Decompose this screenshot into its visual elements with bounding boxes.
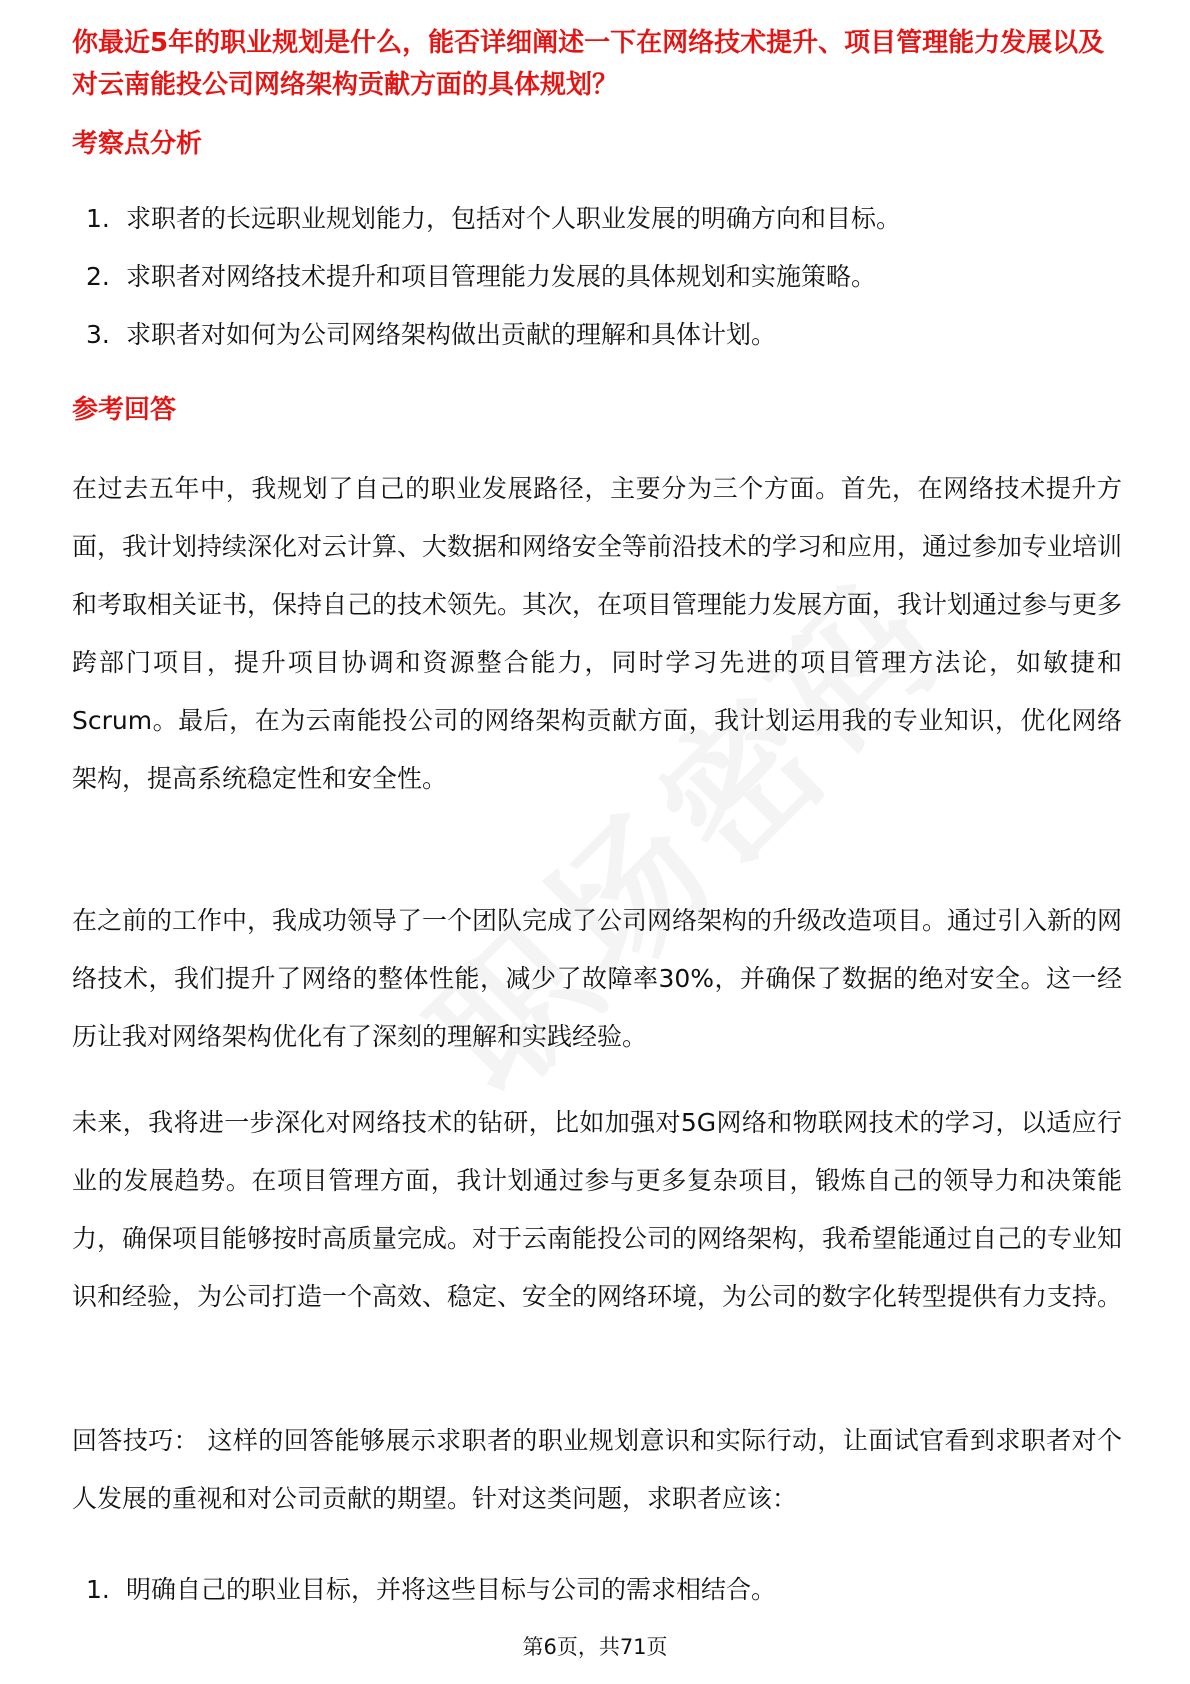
- answer-paragraph: 在之前的工作中，我成功领导了一个团队完成了公司网络架构的升级改造项目。通过引入新的网络技术，我们提升了网络的整体性能，减少了故障率30%，并确保了数据的绝对安全。这一经历让我对网络架构优化有了深刻的理解和实践经验。: [72, 906, 1123, 1051]
- list-item-text: 明确自己的职业目标，并将这些目标与公司的需求相结合。: [126, 1575, 777, 1604]
- question-text: 你最近5年的职业规划是什么，能否详细阐述一下在网络技术提升、项目管理能力发展以及对云南能投公司网络架构贡献方面的具体规划？: [72, 28, 1105, 100]
- list-item: [72, 306, 1122, 364]
- list-item: [72, 248, 1122, 306]
- list-item-number: 2.: [86, 262, 110, 291]
- list-item-number: 3.: [86, 320, 110, 349]
- analysis-list: [72, 190, 1122, 364]
- page-footer: 第6页，共71页: [522, 1635, 668, 1659]
- tips-paragraph: 回答技巧： 这样的回答能够展示求职者的职业规划意识和实际行动，让面试官看到求职者对个人发展的重视和对公司贡献的期望。针对这类问题，求职者应该：: [72, 1426, 1122, 1513]
- list-item-text: 求职者对网络技术提升和项目管理能力发展的具体规划和实施策略。: [126, 262, 877, 291]
- tips-list: [72, 1561, 1122, 1619]
- list-item: [72, 190, 1122, 248]
- list-item-number: 1.: [86, 1575, 110, 1604]
- answer-heading: 参考回答: [72, 395, 177, 425]
- list-item-number: 1.: [86, 204, 110, 233]
- list-item: [72, 1561, 1122, 1619]
- list-item-text: 求职者的长远职业规划能力，包括对个人职业发展的明确方向和目标。: [126, 204, 902, 233]
- answer-paragraph: 未来，我将进一步深化对网络技术的钻研，比如加强对5G网络和物联网技术的学习，以适应行业的发展趋势。在项目管理方面，我计划通过参与更多复杂项目，锻炼自己的领导力和决策能力，确保项目能够按时高质量完成。对于云南能投公司的网络架构，我希望能通过自己的专业知识和经验，为公司打造一个高效、稳定、安全的网络环境，为公司的数字化转型提供有力支持。: [72, 1108, 1123, 1311]
- analysis-heading: 考察点分析: [72, 129, 203, 159]
- answer-paragraph: 在过去五年中，我规划了自己的职业发展路径，主要分为三个方面。首先，在网络技术提升方面，我计划持续深化对云计算、大数据和网络安全等前沿技术的学习和应用，通过参加专业培训和考取相关证书，保持自己的技术领先。其次，在项目管理能力发展方面，我计划通过参与更多跨部门项目，提升项目协调和资源整合能力，同时学习先进的项目管理方法论，如敏捷和Scrum。最后，在为云南能投公司的网络架构贡献方面，我计划运用我的专业知识，优化网络架构，提高系统稳定性和安全性。: [72, 474, 1123, 793]
- list-item-text: 求职者对如何为公司网络架构做出贡献的理解和具体计划。: [126, 320, 777, 349]
